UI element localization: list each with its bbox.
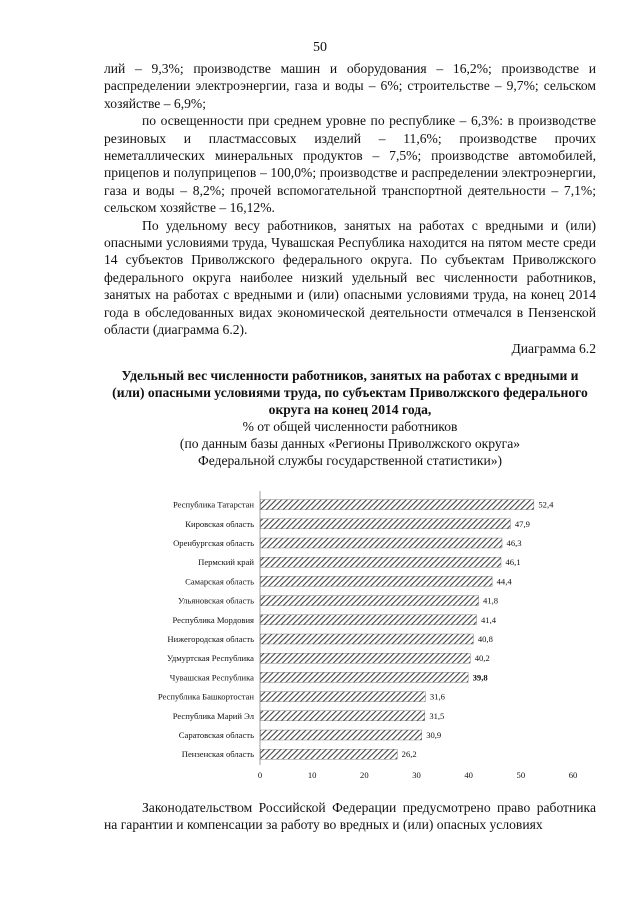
category-label: Саратовская область xyxy=(178,730,254,740)
value-label: 47,9 xyxy=(514,518,530,529)
x-tick-label: 50 xyxy=(516,770,526,780)
chart-title-source-2: Федеральной службы государственной статистики») xyxy=(197,453,503,468)
paragraph-continuation: лий – 9,3%; производстве машин и оборудования – 16,2%; производстве и распределении электроэнергии, газа и воды – 6%; строительстве – 9,7%; сельском хозяйстве – 6,9%; xyxy=(104,61,596,111)
value-label: 41,4 xyxy=(480,614,497,625)
paragraph-legislation: Законодательством Российской Федерации предусмотрено право работника на гарантии и компенсации за работу во вредных и (или) опасных условиях xyxy=(104,800,596,833)
category-label: Нижегородская область xyxy=(167,634,254,644)
category-label: Пензенская область xyxy=(181,749,254,760)
category-label: Республика Мордовия xyxy=(172,614,254,625)
category-label: Удмуртская Республика xyxy=(166,653,254,664)
bar xyxy=(261,519,511,529)
bar xyxy=(261,538,503,548)
bar xyxy=(261,749,398,759)
page-number: 50 xyxy=(313,40,327,55)
bar xyxy=(261,634,474,644)
x-tick-label: 60 xyxy=(568,770,578,780)
value-label: 39,8 xyxy=(472,672,488,683)
x-tick-label: 20 xyxy=(360,770,369,780)
category-label: Республика Татарстан xyxy=(172,499,254,510)
value-label: 40,2 xyxy=(474,653,490,664)
bar xyxy=(261,557,501,567)
bar xyxy=(261,596,479,606)
category-label: Республика Башкортостан xyxy=(157,691,254,702)
category-label: Кировская область xyxy=(185,518,254,529)
category-label: Ульяновская область xyxy=(178,595,254,606)
x-tick-label: 40 xyxy=(464,770,473,780)
bar xyxy=(261,576,493,586)
x-tick-label: 30 xyxy=(412,770,421,780)
bar xyxy=(261,730,422,740)
category-label: Республика Марий Эл xyxy=(172,710,254,721)
paragraph-ranking: По удельному весу работников, занятых на работах с вредными и (или) опасными условиями труда, Чувашская Республика находится на пятом месте среди 14 субъектов Приволжского федерального округа. По субъектам Приволжского федерального округа наиболее низкий удельный вес численности работников, занятых на работах с вредными и (или) опасными условиями труда, на конец 2014 года в обследованных видах экономической деятельности отмечался в Пензенской области (диаграмма 6.2). xyxy=(104,217,596,338)
bar xyxy=(261,711,425,721)
paragraph-lighting: по освещенности при среднем уровне по республике – 6,3%: в производстве резиновых и пластмассовых изделий – 11,6%; производстве прочих неметаллических минеральных продуктов – 7,5%; производстве автомобилей, прицепов и полуприцепов – 100,0%; производстве и распределении электроэнергии, газа и воды – 8,2%; прочей вспомогательной транспортной деятельности – 7,1%; сельском хозяйстве – 16,12%. xyxy=(104,113,596,216)
value-label: 30,9 xyxy=(426,730,442,740)
bar xyxy=(261,500,534,510)
chart-title-source-1: (по данным базы данных «Регионы Приволжского округа» xyxy=(179,436,521,451)
value-label: 46,1 xyxy=(505,557,521,568)
chart-title-main: Удельный вес численности работников, занятых на работах с вредными и (или) опасными условиями труда, по субъектам Приволжского федерального округа на конец 2014 года, xyxy=(112,368,588,417)
bottom-text-block xyxy=(104,799,596,834)
value-label: 26,2 xyxy=(401,749,417,760)
value-label: 31,6 xyxy=(429,691,445,702)
bar xyxy=(261,653,471,663)
category-label: Оренбургская область xyxy=(173,538,254,548)
diagram-label: Диаграмма 6.2 xyxy=(511,341,596,356)
x-tick-label: 10 xyxy=(307,770,317,780)
value-label: 44,4 xyxy=(496,576,512,587)
bar xyxy=(261,692,426,702)
category-label: Самарская область xyxy=(185,576,254,587)
value-label: 31,5 xyxy=(429,710,445,721)
value-label: 40,8 xyxy=(477,634,493,644)
bar xyxy=(261,672,469,682)
category-label: Чувашская Республика xyxy=(169,672,254,683)
value-label: 46,3 xyxy=(506,538,522,548)
category-label: Пермский край xyxy=(198,557,254,568)
value-label: 41,8 xyxy=(483,595,499,606)
value-label: 52,4 xyxy=(538,499,554,510)
bar xyxy=(261,615,477,625)
x-tick-label: 0 xyxy=(257,770,263,780)
chart-title-unit: % от общей численности работников xyxy=(242,419,458,434)
